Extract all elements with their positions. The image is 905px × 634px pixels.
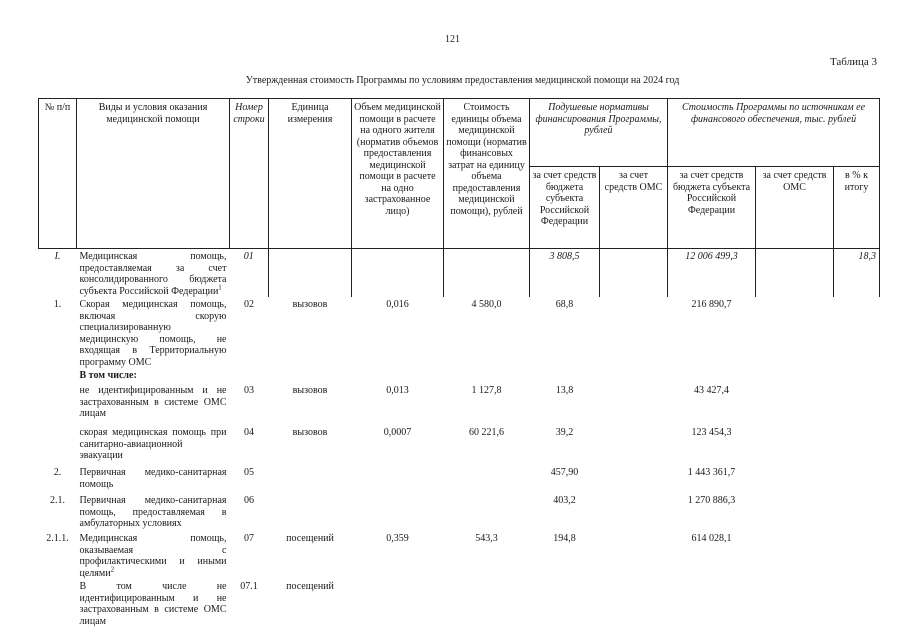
cell-name: скорая медицинская помощь при санитарно-авиационной эвакуации [79, 427, 227, 461]
table-header [39, 99, 880, 249]
header-pc-oms: за счет средств ОМС [600, 167, 668, 249]
header-cost: Стоимость единицы объема медицинской помощи (норматив финансовых затрат на единицу объема предоставления медицинской помощи), рублей [444, 99, 530, 249]
header-types: Виды и условия оказания медицинской помощи [77, 99, 230, 249]
table-row [39, 425, 880, 465]
cell-volume [352, 465, 444, 493]
cell-volume: 0,016 [386, 299, 409, 310]
cell-name: Первичная медико-санитарная помощь, предоставляемая в амбулаторных условиях [79, 495, 227, 529]
cell-num [39, 368, 77, 383]
cell-row: 04 [244, 427, 254, 438]
cell-num [39, 425, 77, 465]
cell-pct [834, 465, 880, 493]
cell-unit: вызовов [292, 299, 328, 310]
cell-volume: 0,013 [386, 385, 409, 396]
cell-pc-oms [600, 465, 668, 493]
cell-cost-budget: 216 890,7 [691, 299, 732, 310]
cell-num: 1. [53, 299, 62, 310]
cell-volume [352, 579, 444, 627]
cell-unit [269, 493, 352, 531]
cell-cost [444, 579, 530, 627]
cell-num: I. [54, 251, 61, 262]
cell-num: 2.1.1. [46, 533, 69, 544]
cell-pc-budget: 13,8 [555, 385, 574, 396]
cell-volume: 0,0007 [383, 427, 412, 438]
header-volume: Объем медицинской помощи в расчете на одного жителя (норматив объемов предоставления медицинской помощи в расчете на одно застрахованное лицо) [352, 99, 444, 249]
cell-cost-budget: 1 270 886,3 [687, 495, 736, 506]
cell-pc-budget: 3 808,5 [530, 249, 600, 298]
document-title: Утвержденная стоимость Программы по условиям предоставления медицинской помощи на 2024 год [245, 75, 680, 86]
cell-pc-budget [530, 579, 600, 627]
cell-cost [444, 465, 530, 493]
table-row [39, 531, 880, 579]
cell-cost-oms [756, 297, 834, 368]
header-cost-pct: в % к итогу [834, 167, 880, 249]
cell-name: Первичная медико-санитарная помощь [79, 467, 227, 490]
header-unit: Единица измерения [269, 99, 352, 249]
table-label: Таблица 3 [829, 56, 877, 68]
cell-unit [269, 368, 352, 383]
cell-pc-oms [600, 531, 668, 579]
cell-pc-budget: 403,2 [553, 495, 576, 506]
cell-row: 06 [244, 495, 254, 506]
cell-pct [834, 383, 880, 425]
table-row [39, 383, 880, 425]
table-row [39, 368, 880, 383]
header-cost-oms: за счет средств ОМС [756, 167, 834, 249]
cell-row: 05 [244, 467, 254, 478]
cell-cost: 543,3 [475, 533, 498, 544]
cell-pct [834, 425, 880, 465]
header-program-cost: Стоимость Программы по источникам ее финансового обеспечения, тыс. рублей [668, 99, 880, 167]
cell-pct [834, 368, 880, 383]
cell-pc-oms [600, 249, 668, 298]
cell-volume: 0,359 [386, 533, 409, 544]
cell-pc-oms [600, 425, 668, 465]
table-row [39, 249, 880, 298]
cell-pc-budget: 457,90 [550, 467, 579, 478]
cell-num [39, 383, 77, 425]
cell-cost-oms [756, 493, 834, 531]
cell-unit [269, 465, 352, 493]
cell-pc-oms [600, 297, 668, 368]
cell-name: Скорая медицинская помощь, включая скорую специализированную медицинскую помощь, не входящая в Территориальную программу ОМС [79, 299, 227, 368]
cell-cost [444, 368, 530, 383]
cell-pc-oms [600, 579, 668, 627]
cell-volume [352, 368, 444, 383]
cell-row: 07 [244, 533, 254, 544]
cell-cost-oms [756, 249, 834, 298]
cell-num: 2.1. [50, 495, 65, 506]
cell-row: 01 [243, 251, 254, 262]
cell-cost-budget: 12 006 499,3 [668, 249, 756, 298]
cell-cost-budget: 614 028,1 [691, 533, 732, 544]
cell-cost-budget [668, 579, 756, 627]
cell-cost [444, 249, 530, 298]
cell-cost-budget: 43 427,4 [694, 385, 729, 396]
cell-cost-budget: 1 443 361,7 [687, 467, 736, 478]
cell-name: В том числе: [79, 370, 137, 381]
footnote-mark: 1 [218, 283, 222, 292]
cell-cost-oms [756, 383, 834, 425]
page-number: 121 [445, 34, 460, 45]
cell-pc-budget: 194,8 [553, 533, 576, 544]
cell-cost: 60 221,6 [469, 427, 504, 438]
cell-unit [269, 249, 352, 298]
cell-name: Медицинская помощь, оказываемая с профилактическими и иными целями$^2$ [79, 533, 227, 579]
cell-row: 02 [244, 299, 254, 310]
table-body [39, 249, 880, 628]
program-cost-table [38, 98, 880, 627]
cell-unit: посещений [286, 581, 334, 592]
cell-row: 03 [244, 385, 254, 396]
footnote-mark: 2 [110, 565, 115, 574]
cell-cost [444, 493, 530, 531]
cell-pc-oms [600, 383, 668, 425]
cell-unit: вызовов [292, 385, 328, 396]
cell-unit: вызовов [292, 427, 328, 438]
cell-row: 07.1 [240, 581, 258, 592]
header-pc-budget: за счет средств бюджета субъекта Российской Федерации [530, 167, 600, 249]
cell-cost-oms [756, 425, 834, 465]
cell-name: В том числе не идентифицированным и не застрахованным в системе ОМС лицам [79, 581, 227, 627]
cell-cost: 1 127,8 [471, 385, 502, 396]
header-row-num: Номер строки [230, 99, 269, 249]
cell-cost-oms [756, 368, 834, 383]
header-cost-budget: за счет средств бюджета субъекта Российской Федерации [668, 167, 756, 249]
cell-pct [834, 579, 880, 627]
cell-cost-budget [668, 368, 756, 383]
cell-pc-budget: 68,8 [555, 299, 574, 310]
table-row [39, 493, 880, 531]
cell-pc-budget: 39,2 [555, 427, 574, 438]
cell-num [39, 579, 77, 627]
cell-cost: 4 580,0 [471, 299, 502, 310]
cell-name: Медицинская помощь, предоставляемая за счет консолидированного бюджета субъекта Российской Федерации$^1$ [79, 251, 227, 297]
cell-row [230, 368, 269, 383]
cell-pct [834, 493, 880, 531]
cell-pct: 18,3 [834, 249, 880, 298]
cell-pct [834, 531, 880, 579]
cell-num: 2. [53, 467, 62, 478]
cell-unit: посещений [286, 533, 334, 544]
cell-cost-oms [756, 579, 834, 627]
cell-volume [352, 493, 444, 531]
cell-name: не идентифицированным и не застрахованным в системе ОМС лицам [79, 385, 227, 419]
cell-pct [834, 297, 880, 368]
cell-cost-budget: 123 454,3 [691, 427, 732, 438]
cell-cost-oms [756, 465, 834, 493]
cell-volume [352, 249, 444, 298]
cell-pc-budget [530, 368, 600, 383]
cell-pc-oms [600, 368, 668, 383]
header-num: № п/п [39, 99, 77, 249]
cell-cost-oms [756, 531, 834, 579]
cell-pc-oms [600, 493, 668, 531]
table-row [39, 465, 880, 493]
header-per-capita: Подушевые нормативы финансирования Программы, рублей [530, 99, 668, 167]
table-row [39, 297, 880, 368]
table-row [39, 579, 880, 627]
